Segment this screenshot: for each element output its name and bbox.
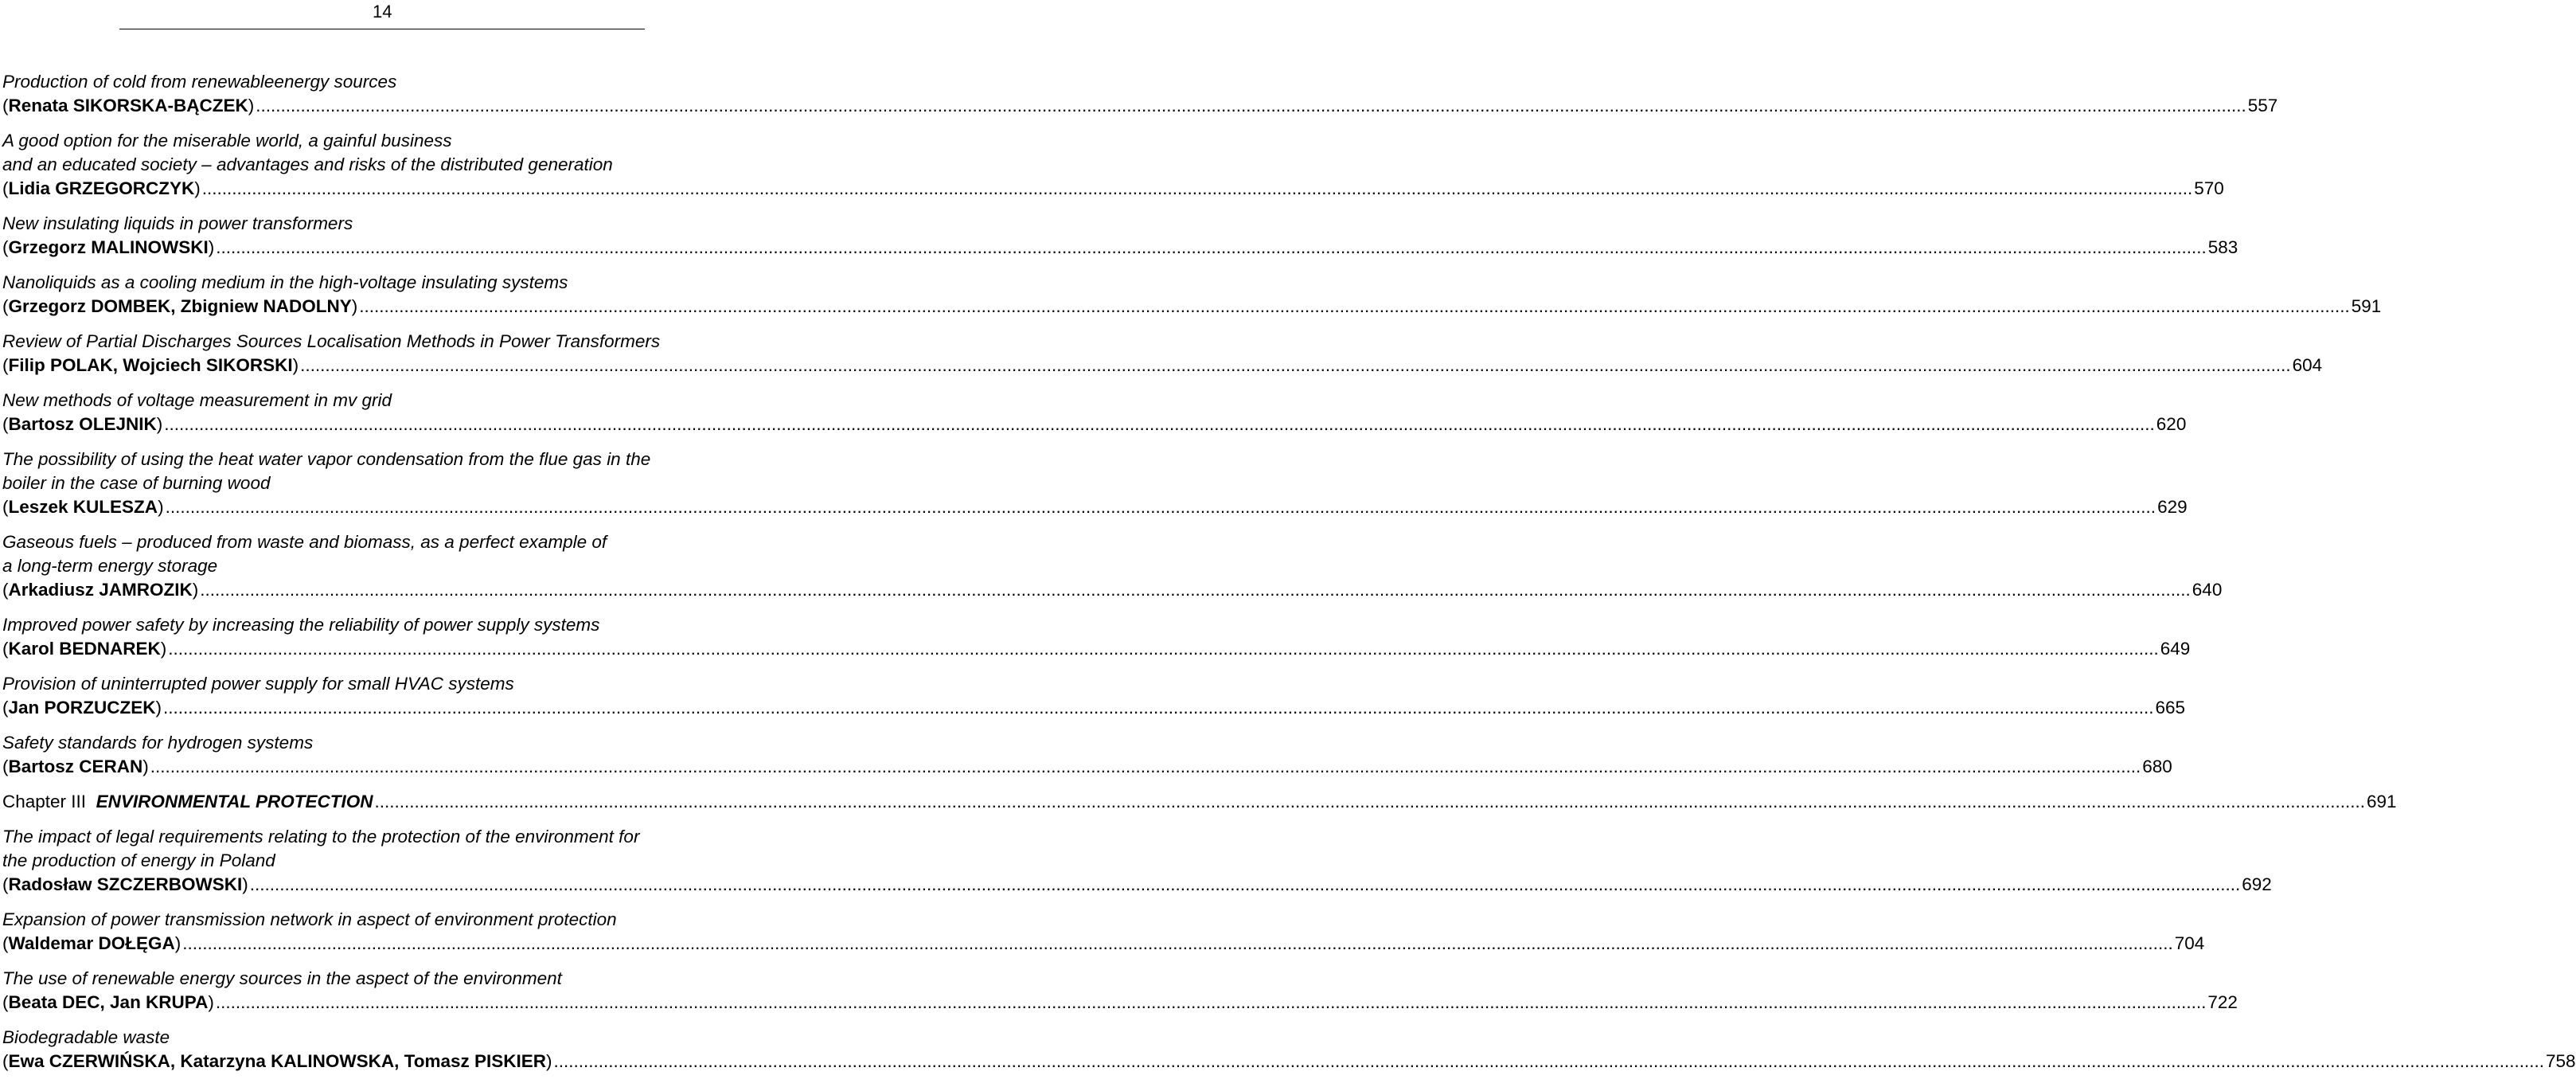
dot-leader: ................................................................................................................................................................................................................................................................................................................................................................................................................: [150, 757, 2141, 776]
dot-leader: ................................................................................................................................................................................................................................................................................................................................................................................................................: [165, 497, 2156, 517]
toc-authors: Beata DEC, Jan KRUPA: [8, 992, 209, 1012]
toc-page-number: 640: [2192, 580, 2223, 600]
toc-chapter-line: [2, 790, 2397, 814]
toc-entry: [2, 613, 2191, 661]
toc-chapter-text: [2, 790, 373, 814]
toc-title-line: The use of renewable energy sources in the aspect of the environment: [2, 968, 562, 988]
toc-author-line: [2, 354, 2323, 377]
toc-entry: [2, 825, 2272, 897]
toc-entry: [2, 672, 2186, 720]
toc-title-line: Biodegradable waste: [2, 1027, 170, 1047]
dot-leader: ................................................................................................................................................................................................................................................................................................................................................................................................................: [256, 96, 2246, 115]
toc-author-line: [2, 236, 2238, 260]
toc-author-text: (Karol BEDNAREK): [2, 639, 167, 659]
toc-page-number: 704: [2174, 933, 2205, 953]
toc-author-text: (Renata SIKORSKA-BĄCZEK): [2, 96, 255, 115]
toc-title-line: boiler in the case of burning wood: [2, 473, 271, 493]
dot-leader: ................................................................................................................................................................................................................................................................................................................................................................................................................: [359, 296, 2350, 316]
toc-author-line: [2, 991, 2238, 1015]
toc-author-text: (Grzegorz MALINOWSKI): [2, 237, 215, 257]
toc-authors: Renata SIKORSKA-BĄCZEK: [8, 96, 248, 115]
toc-author-text: (Arkadiusz JAMROZIK): [2, 580, 199, 600]
toc-page-number: 604: [2292, 355, 2323, 375]
toc-author-text: (Bartosz OLEJNIK): [2, 414, 163, 434]
toc-authors: Karol BEDNAREK: [8, 639, 161, 659]
toc-author-line: [2, 413, 2187, 436]
dot-leader: ................................................................................................................................................................................................................................................................................................................................................................................................................: [182, 933, 2173, 953]
toc-author-text: (Grzegorz DOMBEK, Zbigniew NADOLNY): [2, 296, 358, 316]
toc-author-text: (Jan PORZUCZEK): [2, 698, 162, 717]
toc-author-text: (Lidia GRZEGORCZYK): [2, 178, 201, 198]
toc-chapter-heading: [2, 790, 2397, 814]
toc-entry: [2, 908, 2205, 956]
toc-title-line: and an educated society – advantages and risks of the distributed generation: [2, 154, 613, 174]
toc-author-line: [2, 873, 2272, 897]
dot-leader: ................................................................................................................................................................................................................................................................................................................................................................................................................: [553, 1051, 2545, 1071]
toc-author-line: [2, 1050, 2576, 1073]
toc-author-line: [2, 94, 2278, 118]
toc-authors: Leszek KULESZA: [8, 497, 158, 517]
toc-authors: Bartosz CERAN: [8, 757, 143, 776]
toc-author-line: [2, 755, 2172, 779]
toc-page-number: 680: [2142, 757, 2172, 776]
toc-page-number: 629: [2157, 497, 2188, 517]
dot-leader: ................................................................................................................................................................................................................................................................................................................................................................................................................: [216, 237, 2207, 257]
toc-author-line: [2, 177, 2224, 201]
toc-page-number: 692: [2242, 874, 2272, 894]
toc-entry: [2, 330, 2323, 377]
table-of-contents: [2, 70, 2576, 1085]
toc-page-number: 570: [2194, 178, 2224, 198]
toc-entry: [2, 212, 2238, 260]
toc-title-line: Improved power safety by increasing the reliability of power supply systems: [2, 615, 600, 635]
toc-author-text: (Beata DEC, Jan KRUPA): [2, 992, 214, 1012]
toc-title-line: New methods of voltage measurement in mv grid: [2, 390, 392, 410]
toc-page-number: 583: [2207, 237, 2238, 257]
toc-title-line: Production of cold from renewableenergy sources: [2, 72, 397, 92]
toc-title-line: The impact of legal requirements relating to the protection of the environment for: [2, 827, 640, 847]
toc-title-line: Provision of uninterrupted power supply for small HVAC systems: [2, 674, 514, 694]
toc-author-text: (Radosław SZCZERBOWSKI): [2, 874, 248, 894]
toc-authors: Jan PORZUCZEK: [8, 698, 156, 717]
toc-entry: [2, 448, 2188, 519]
toc-author-line: [2, 295, 2382, 319]
toc-authors: Arkadiusz JAMROZIK: [8, 580, 193, 600]
toc-entry: [2, 967, 2238, 1015]
dot-leader: ................................................................................................................................................................................................................................................................................................................................................................................................................: [215, 992, 2207, 1012]
toc-page-number: 620: [2156, 414, 2187, 434]
toc-author-text: (Filip POLAK, Wojciech SIKORSKI): [2, 355, 299, 375]
toc-author-line: [2, 932, 2205, 956]
toc-author-line: [2, 495, 2188, 519]
toc-title-line: A good option for the miserable world, a gainful business: [2, 131, 452, 151]
toc-title-line: Safety standards for hydrogen systems: [2, 733, 314, 753]
chapter-label: Chapter III: [2, 792, 87, 811]
toc-entry: [2, 271, 2382, 319]
toc-author-line: [2, 637, 2191, 661]
toc-authors: Waldemar DOŁĘGA: [8, 933, 175, 953]
page-number: 14: [373, 2, 392, 22]
toc-entry: [2, 70, 2278, 118]
toc-author-line: [2, 696, 2186, 720]
toc-author-text: (Ewa CZERWIŃSKA, Katarzyna KALINOWSKA, Tomasz PISKIER): [2, 1051, 552, 1071]
toc-authors: Ewa CZERWIŃSKA, Katarzyna KALINOWSKA, Tomasz PISKIER: [8, 1051, 547, 1071]
dot-leader: ................................................................................................................................................................................................................................................................................................................................................................................................................: [168, 639, 2159, 659]
toc-page-number: 722: [2207, 992, 2238, 1012]
dot-leader: ................................................................................................................................................................................................................................................................................................................................................................................................................: [374, 792, 2366, 811]
toc-entry: [2, 731, 2172, 779]
dot-leader: ................................................................................................................................................................................................................................................................................................................................................................................................................: [201, 178, 2193, 198]
dot-leader: ................................................................................................................................................................................................................................................................................................................................................................................................................: [249, 874, 2241, 894]
toc-author-text: (Bartosz CERAN): [2, 757, 149, 776]
chapter-name: ENVIRONMENTAL PROTECTION: [96, 792, 373, 811]
toc-author-text: (Leszek KULESZA): [2, 497, 164, 517]
dot-leader: ................................................................................................................................................................................................................................................................................................................................................................................................................: [200, 580, 2191, 600]
toc-author-text: (Waldemar DOŁĘGA): [2, 933, 181, 953]
toc-title-line: Gaseous fuels – produced from waste and biomass, as a perfect example of: [2, 532, 607, 552]
toc-title-line: the production of energy in Poland: [2, 850, 275, 870]
toc-authors: Grzegorz MALINOWSKI: [8, 237, 209, 257]
toc-authors: Grzegorz DOMBEK, Zbigniew NADOLNY: [8, 296, 352, 316]
toc-page-number: 758: [2546, 1051, 2576, 1071]
toc-entry: [2, 389, 2187, 436]
toc-authors: Bartosz OLEJNIK: [8, 414, 157, 434]
toc-authors: Lidia GRZEGORCZYK: [8, 178, 195, 198]
toc-page-number: 665: [2155, 698, 2186, 717]
toc-entry: [2, 129, 2224, 201]
toc-title-line: a long-term energy storage: [2, 556, 218, 576]
toc-authors: Radosław SZCZERBOWSKI: [8, 874, 243, 894]
toc-title-line: New insulating liquids in power transformers: [2, 213, 353, 233]
dot-leader: ................................................................................................................................................................................................................................................................................................................................................................................................................: [300, 355, 2291, 375]
toc-title-line: Expansion of power transmission network in aspect of environment protection: [2, 909, 617, 929]
toc-title-line: Review of Partial Discharges Sources Localisation Methods in Power Transformers: [2, 331, 661, 351]
toc-page-number: 691: [2367, 792, 2397, 811]
toc-page-number: 557: [2247, 96, 2278, 115]
toc-author-line: [2, 578, 2223, 602]
toc-page-number: 649: [2160, 639, 2191, 659]
dot-leader: ................................................................................................................................................................................................................................................................................................................................................................................................................: [163, 698, 2154, 717]
toc-entry: [2, 1026, 2576, 1073]
toc-page-number: 591: [2351, 296, 2382, 316]
toc-entry: [2, 530, 2223, 602]
toc-authors: Filip POLAK, Wojciech SIKORSKI: [8, 355, 293, 375]
toc-title-line: The possibility of using the heat water vapor condensation from the flue gas in the: [2, 449, 651, 469]
dot-leader: ................................................................................................................................................................................................................................................................................................................................................................................................................: [164, 414, 2155, 434]
toc-title-line: Nanoliquids as a cooling medium in the high-voltage insulating systems: [2, 272, 568, 292]
